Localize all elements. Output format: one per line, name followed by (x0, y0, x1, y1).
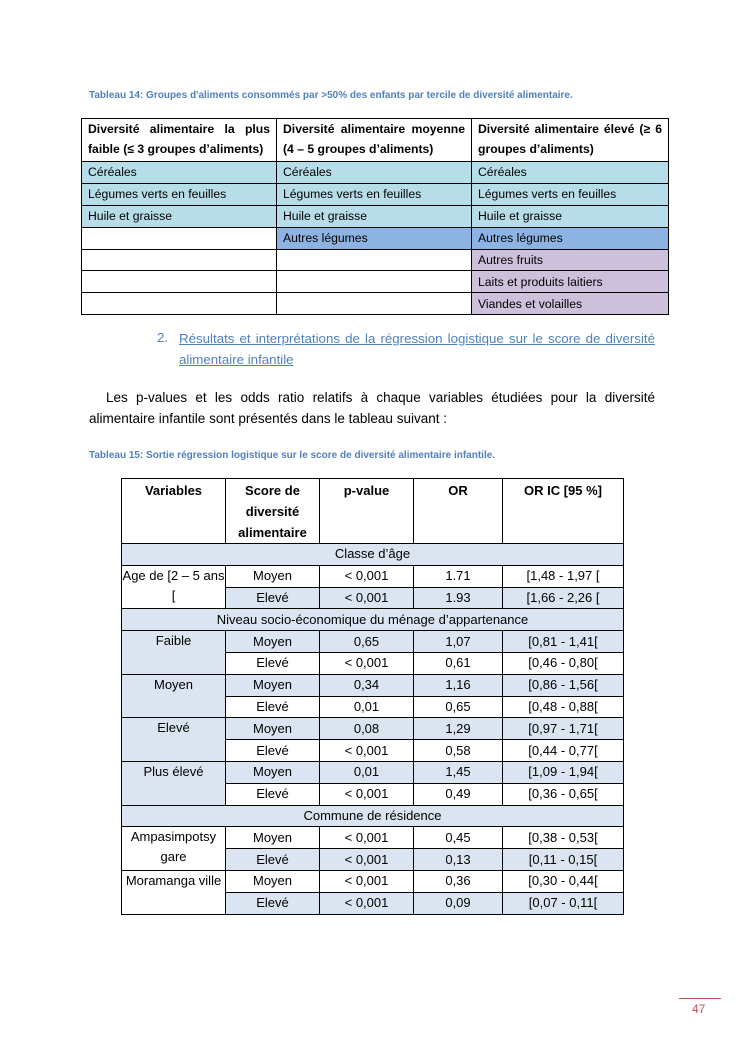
table-cell: Autres fruits (472, 249, 669, 271)
table-cell: Céréales (277, 162, 472, 184)
table-cell-empty (277, 271, 472, 293)
table-group-label: Elevé (122, 718, 226, 762)
page-number: 47 (692, 1002, 706, 1016)
table-cell: Moyen (226, 827, 320, 849)
table-cell-empty (82, 227, 277, 249)
table-cell: 0,49 (414, 783, 503, 805)
table-cell: < 0,001 (320, 892, 414, 914)
table-cell: [0,30 - 0,44[ (503, 870, 624, 892)
table-row (122, 565, 624, 587)
table-section-row (122, 609, 624, 631)
table-cell: Moyen (226, 761, 320, 783)
table-cell: < 0,001 (320, 783, 414, 805)
table-cell: 1,16 (414, 674, 503, 696)
table-cell: [0,44 - 0,77[ (503, 740, 624, 762)
table-row (122, 761, 624, 783)
table-cell: < 0,001 (320, 652, 414, 674)
table-15-header: Score de diversité alimentaire (226, 479, 320, 544)
table-14-header: Diversité alimentaire moyenne (4 – 5 groupes d’aliments) (277, 119, 472, 162)
section-heading: Résultats et interprétations de la régression logistique sur le score de diversité alimentaire infantile (179, 331, 655, 367)
table-row (82, 205, 669, 227)
table-cell: [0,81 - 1,41[ (503, 631, 624, 653)
table-15-caption: Tableau 15: Sortie régression logistique sur le score de diversité alimentaire infantile. (89, 450, 496, 461)
table-cell: Autres légumes (277, 227, 472, 249)
table-cell: Elevé (226, 696, 320, 718)
table-cell: Légumes verts en feuilles (82, 183, 277, 205)
table-cell: 0,01 (320, 696, 414, 718)
table-15-logistic-regression (121, 478, 624, 915)
table-cell: Légumes verts en feuilles (472, 183, 669, 205)
table-cell: Elevé (226, 783, 320, 805)
table-cell: 0,34 (320, 674, 414, 696)
table-cell-empty (82, 271, 277, 293)
table-cell: Elevé (226, 587, 320, 609)
table-15-header: OR (414, 479, 503, 544)
table-row (82, 293, 669, 315)
table-14-food-groups (81, 118, 669, 315)
table-row (82, 162, 669, 184)
table-cell: 0,58 (414, 740, 503, 762)
table-group-label: Plus élevé (122, 761, 226, 805)
table-cell: 1,07 (414, 631, 503, 653)
table-section-title: Classe d’âge (122, 544, 624, 566)
table-15-header-row (122, 479, 624, 544)
table-row (122, 631, 624, 653)
table-section-title: Niveau socio-économique du ménage d’appartenance (122, 609, 624, 631)
table-cell: 0,65 (320, 631, 414, 653)
table-14-header-row (82, 119, 669, 162)
table-group-label: Age de [2 – 5 ans [ (122, 565, 226, 609)
table-cell: < 0,001 (320, 740, 414, 762)
table-cell: Moyen (226, 870, 320, 892)
table-cell: [0,97 - 1,71[ (503, 718, 624, 740)
table-15-body (122, 544, 624, 915)
table-cell: Moyen (226, 674, 320, 696)
table-row (82, 271, 669, 293)
table-row (122, 827, 624, 849)
table-cell: [1,66 - 2,26 [ (503, 587, 624, 609)
table-cell: Huile et graisse (472, 205, 669, 227)
table-cell: Elevé (226, 892, 320, 914)
table-cell: [0,38 - 0,53[ (503, 827, 624, 849)
table-14-header: Diversité alimentaire la plus faible (≤ 3 groupes d’aliments) (82, 119, 277, 162)
table-cell: < 0,001 (320, 827, 414, 849)
table-cell: 1.93 (414, 587, 503, 609)
table-cell: [0,46 - 0,80[ (503, 652, 624, 674)
page-number-rule (679, 998, 721, 999)
table-cell-empty (277, 249, 472, 271)
table-cell: 0,13 (414, 849, 503, 871)
table-row (82, 249, 669, 271)
table-cell: 1.71 (414, 565, 503, 587)
table-cell: 0,36 (414, 870, 503, 892)
table-cell: 0,08 (320, 718, 414, 740)
table-cell: Elevé (226, 849, 320, 871)
table-cell: Huile et graisse (277, 205, 472, 227)
table-cell: 1,29 (414, 718, 503, 740)
table-group-label: Moramanga ville (122, 870, 226, 914)
table-15-header: OR IC [95 %] (503, 479, 624, 544)
table-row (82, 183, 669, 205)
table-group-label: Faible (122, 631, 226, 675)
table-14-header: Diversité alimentaire élevé (≥ 6 groupes d’aliments) (472, 119, 669, 162)
table-row (122, 674, 624, 696)
table-row (122, 718, 624, 740)
table-cell: 0,45 (414, 827, 503, 849)
section-number: 2. (157, 330, 169, 345)
table-cell: Elevé (226, 652, 320, 674)
table-section-row (122, 544, 624, 566)
table-cell: Autres légumes (472, 227, 669, 249)
table-cell: [0,07 - 0,11[ (503, 892, 624, 914)
table-cell: Céréales (82, 162, 277, 184)
table-cell: < 0,001 (320, 565, 414, 587)
table-cell: Moyen (226, 631, 320, 653)
table-cell: 0,61 (414, 652, 503, 674)
table-cell-empty (82, 249, 277, 271)
table-cell-empty (277, 293, 472, 315)
table-row (82, 227, 669, 249)
table-cell-empty (82, 293, 277, 315)
table-cell: Moyen (226, 565, 320, 587)
body-paragraph: Les p-values et les odds ratio relatifs à chaque variables étudiées pour la diversité alimentaire infantile sont présentés dans le tableau suivant : (89, 390, 655, 426)
table-cell: 0,65 (414, 696, 503, 718)
table-cell: < 0,001 (320, 849, 414, 871)
table-cell: 0,09 (414, 892, 503, 914)
table-cell: Huile et graisse (82, 205, 277, 227)
table-section-row (122, 805, 624, 827)
table-cell: [1,09 - 1,94[ (503, 761, 624, 783)
table-cell: [0,48 - 0,88[ (503, 696, 624, 718)
table-cell: [0,11 - 0,15[ (503, 849, 624, 871)
table-cell: Viandes et volailles (472, 293, 669, 315)
table-cell: [0,36 - 0,65[ (503, 783, 624, 805)
table-cell: 1,45 (414, 761, 503, 783)
table-cell: < 0,001 (320, 587, 414, 609)
table-cell: < 0,001 (320, 870, 414, 892)
table-cell: 0,01 (320, 761, 414, 783)
table-group-label: Ampasimpotsy gare (122, 827, 226, 871)
table-15-header: p-value (320, 479, 414, 544)
table-cell: Céréales (472, 162, 669, 184)
table-cell: Elevé (226, 740, 320, 762)
table-cell: Moyen (226, 718, 320, 740)
table-cell: Laits et produits laitiers (472, 271, 669, 293)
table-cell: [1,48 - 1,97 [ (503, 565, 624, 587)
table-row (122, 870, 624, 892)
table-cell: [0,86 - 1,56[ (503, 674, 624, 696)
table-group-label: Moyen (122, 674, 226, 718)
table-15-header: Variables (122, 479, 226, 544)
table-section-title: Commune de résidence (122, 805, 624, 827)
table-14-caption: Tableau 14: Groupes d'aliments consommés par >50% des enfants par tercile de diversité alimentaire. (89, 90, 573, 101)
table-cell: Légumes verts en feuilles (277, 183, 472, 205)
